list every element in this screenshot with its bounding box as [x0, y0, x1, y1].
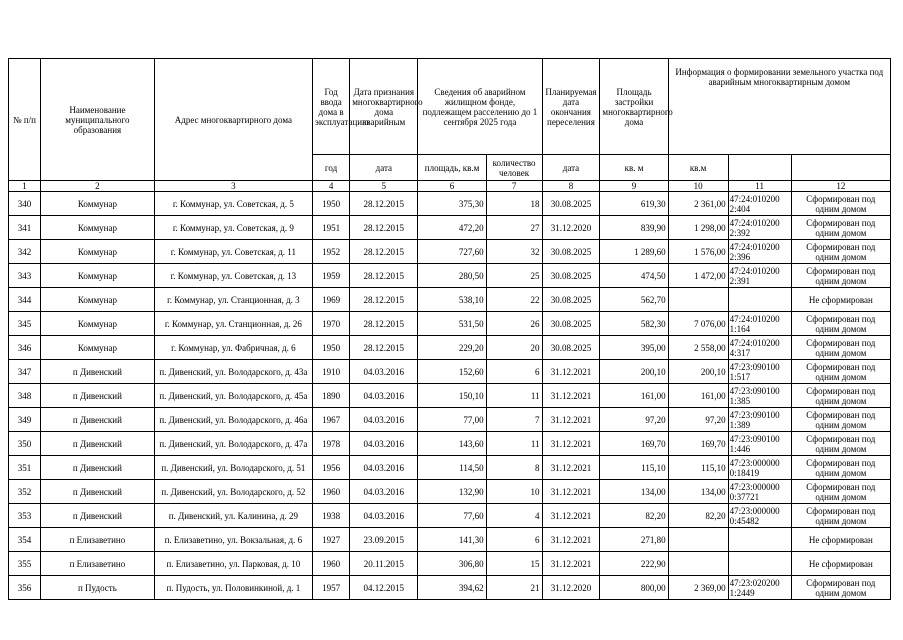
characteristic-cell: Сформирован под одним домом: [791, 192, 890, 216]
land-area-cell: 134,00: [668, 480, 728, 504]
municipality-cell: Коммунар: [41, 192, 155, 216]
address-cell: г. Коммунар, ул. Фабричная, д. 6: [154, 336, 312, 360]
table-row: [9, 288, 891, 312]
cadastral-cell: 47:24:010200 2:404: [728, 192, 791, 216]
building-area-cell: 134,00: [600, 480, 668, 504]
municipality-cell: п Дивенский: [41, 384, 155, 408]
building-area-cell: 271,80: [600, 528, 668, 552]
building-area-cell: 115,10: [600, 456, 668, 480]
table-row: [9, 240, 891, 264]
row-number: 354: [9, 528, 41, 552]
area-cell: 132,90: [418, 480, 486, 504]
people-cell: 6: [486, 360, 542, 384]
address-cell: п. Елизаветино, ул. Вокзальная, д. 6: [154, 528, 312, 552]
characteristic-cell: Сформирован под одним домом: [791, 456, 890, 480]
characteristic-cell: Не сформирован: [791, 288, 890, 312]
header-row: [9, 59, 891, 155]
cadastral-cell: 47:24:010200 2:391: [728, 264, 791, 288]
characteristic-cell: Сформирован под одним домом: [791, 504, 890, 528]
year-cell: 1951: [312, 216, 349, 240]
cadastral-cell: [728, 552, 791, 576]
row-number: 346: [9, 336, 41, 360]
col-number: 7: [486, 181, 542, 192]
emergency-date-cell: 28.12.2015: [350, 264, 418, 288]
planned-end-cell: 31.12.2021: [542, 384, 600, 408]
planned-end-cell: 30.08.2025: [542, 288, 600, 312]
area-cell: 229,20: [418, 336, 486, 360]
building-area-cell: 82,20: [600, 504, 668, 528]
planned-end-cell: 31.12.2021: [542, 408, 600, 432]
year-cell: 1960: [312, 480, 349, 504]
year-cell: 1952: [312, 240, 349, 264]
header-emergency-fund: Сведения об аварийном жилищном фонде, подлежащем расселению до 1 сентября 2025 года: [418, 59, 542, 155]
cadastral-cell: 47:24:010200 2:396: [728, 240, 791, 264]
land-area-cell: 7 076,00: [668, 312, 728, 336]
table-row: [9, 312, 891, 336]
header-land-info: Информация о формировании земельного участка под аварийным многоквартирным домом: [668, 59, 890, 155]
cadastral-cell: 47:24:010200 4:317: [728, 336, 791, 360]
row-number: 352: [9, 480, 41, 504]
land-area-cell: 82,20: [668, 504, 728, 528]
emergency-date-cell: 04.03.2016: [350, 504, 418, 528]
address-cell: п. Дивенский, ул. Володарского, д. 51: [154, 456, 312, 480]
table-row: [9, 456, 891, 480]
unit-year: год: [312, 155, 349, 181]
municipality-cell: п Дивенский: [41, 360, 155, 384]
unit-date2: дата: [542, 155, 600, 181]
building-area-cell: 200,10: [600, 360, 668, 384]
people-cell: 6: [486, 528, 542, 552]
planned-end-cell: 30.08.2025: [542, 240, 600, 264]
unit-sqm: кв. м: [600, 155, 668, 181]
planned-end-cell: 30.08.2025: [542, 312, 600, 336]
people-cell: 4: [486, 504, 542, 528]
area-cell: 727,60: [418, 240, 486, 264]
building-area-cell: 97,20: [600, 408, 668, 432]
cadastral-cell: 47:23:090100 1:385: [728, 384, 791, 408]
row-number: 347: [9, 360, 41, 384]
document-page: [8, 58, 891, 600]
year-cell: 1967: [312, 408, 349, 432]
area-cell: 394,62: [418, 576, 486, 600]
area-cell: 306,80: [418, 552, 486, 576]
address-cell: п. Елизаветино, ул. Парковая, д. 10: [154, 552, 312, 576]
planned-end-cell: 31.12.2021: [542, 504, 600, 528]
row-number: 348: [9, 384, 41, 408]
characteristic-cell: Сформирован под одним домом: [791, 336, 890, 360]
row-number: 345: [9, 312, 41, 336]
characteristic-cell: Сформирован под одним домом: [791, 432, 890, 456]
area-cell: 77,00: [418, 408, 486, 432]
emergency-date-cell: 04.03.2016: [350, 456, 418, 480]
land-area-cell: 161,00: [668, 384, 728, 408]
unit-sqm2: кв.м: [668, 155, 728, 181]
year-cell: 1890: [312, 384, 349, 408]
municipality-cell: п Дивенский: [41, 408, 155, 432]
people-cell: 27: [486, 216, 542, 240]
row-number: 342: [9, 240, 41, 264]
emergency-date-cell: 28.12.2015: [350, 192, 418, 216]
table-row: [9, 264, 891, 288]
municipality-cell: Коммунар: [41, 288, 155, 312]
table-row: [9, 408, 891, 432]
characteristic-cell: Сформирован под одним домом: [791, 312, 890, 336]
emergency-housing-table: [8, 58, 891, 600]
row-number: 353: [9, 504, 41, 528]
municipality-cell: п Дивенский: [41, 480, 155, 504]
area-cell: 538,10: [418, 288, 486, 312]
unit-people: количество человек: [486, 155, 542, 181]
address-cell: г. Коммунар, ул. Станционная, д. 26: [154, 312, 312, 336]
characteristic-cell: Сформирован под одним домом: [791, 480, 890, 504]
year-cell: 1950: [312, 192, 349, 216]
unit-area: площадь, кв.м: [418, 155, 486, 181]
table-body: [9, 192, 891, 600]
row-number: 349: [9, 408, 41, 432]
land-area-cell: 200,10: [668, 360, 728, 384]
emergency-date-cell: 23.09.2015: [350, 528, 418, 552]
header-year-built: Год ввода дома в эксплуатацию: [312, 59, 349, 155]
people-cell: 15: [486, 552, 542, 576]
municipality-cell: Коммунар: [41, 312, 155, 336]
planned-end-cell: 30.08.2025: [542, 264, 600, 288]
address-cell: п. Дивенский, ул. Володарского, д. 43а: [154, 360, 312, 384]
year-cell: 1959: [312, 264, 349, 288]
land-area-cell: [668, 288, 728, 312]
planned-end-cell: 31.12.2021: [542, 456, 600, 480]
table-row: [9, 384, 891, 408]
address-cell: г. Коммунар, ул. Советская, д. 9: [154, 216, 312, 240]
characteristic-cell: Сформирован под одним домом: [791, 576, 890, 600]
people-cell: 11: [486, 432, 542, 456]
planned-end-cell: 31.12.2021: [542, 480, 600, 504]
municipality-cell: п Дивенский: [41, 504, 155, 528]
emergency-date-cell: 28.12.2015: [350, 216, 418, 240]
year-cell: 1950: [312, 336, 349, 360]
land-area-cell: 169,70: [668, 432, 728, 456]
municipality-cell: п Елизаветино: [41, 552, 155, 576]
row-number: 350: [9, 432, 41, 456]
planned-end-cell: 31.12.2020: [542, 576, 600, 600]
planned-end-cell: 31.12.2021: [542, 432, 600, 456]
table-row: [9, 552, 891, 576]
col-number: 4: [312, 181, 349, 192]
land-area-cell: 2 369,00: [668, 576, 728, 600]
cadastral-cell: 47:23:090100 1:389: [728, 408, 791, 432]
characteristic-cell: Сформирован под одним домом: [791, 408, 890, 432]
people-cell: 8: [486, 456, 542, 480]
year-cell: 1960: [312, 552, 349, 576]
people-cell: 22: [486, 288, 542, 312]
cadastral-cell: 47:23:090100 1:517: [728, 360, 791, 384]
spacer-cell: [728, 155, 791, 181]
characteristic-cell: Сформирован под одним домом: [791, 360, 890, 384]
row-number: 343: [9, 264, 41, 288]
address-cell: п. Пудость, ул. Половинкиной, д. 1: [154, 576, 312, 600]
building-area-cell: 222,90: [600, 552, 668, 576]
people-cell: 18: [486, 192, 542, 216]
building-area-cell: 582,30: [600, 312, 668, 336]
year-cell: 1970: [312, 312, 349, 336]
people-cell: 21: [486, 576, 542, 600]
building-area-cell: 395,00: [600, 336, 668, 360]
people-cell: 25: [486, 264, 542, 288]
col-number: 11: [728, 181, 791, 192]
area-cell: 143,60: [418, 432, 486, 456]
year-cell: 1956: [312, 456, 349, 480]
planned-end-cell: 30.08.2025: [542, 336, 600, 360]
municipality-cell: Коммунар: [41, 216, 155, 240]
emergency-date-cell: 04.03.2016: [350, 384, 418, 408]
col-number: 8: [542, 181, 600, 192]
building-area-cell: 161,00: [600, 384, 668, 408]
building-area-cell: 474,50: [600, 264, 668, 288]
planned-end-cell: 30.08.2025: [542, 192, 600, 216]
col-number: 3: [154, 181, 312, 192]
municipality-cell: п Елизаветино: [41, 528, 155, 552]
area-cell: 472,20: [418, 216, 486, 240]
cadastral-cell: 47:23:000000 0:45482: [728, 504, 791, 528]
col-number: 5: [350, 181, 418, 192]
address-cell: г. Коммунар, ул. Советская, д. 5: [154, 192, 312, 216]
municipality-cell: Коммунар: [41, 240, 155, 264]
land-area-cell: 1 576,00: [668, 240, 728, 264]
address-cell: п. Дивенский, ул. Володарского, д. 46а: [154, 408, 312, 432]
header-planned-end: Планируемая дата окончания переселения: [542, 59, 600, 155]
col-number: 12: [791, 181, 890, 192]
land-area-cell: 2 361,00: [668, 192, 728, 216]
year-cell: 1978: [312, 432, 349, 456]
municipality-cell: Коммунар: [41, 336, 155, 360]
planned-end-cell: 31.12.2021: [542, 360, 600, 384]
people-cell: 10: [486, 480, 542, 504]
people-cell: 26: [486, 312, 542, 336]
emergency-date-cell: 04.03.2016: [350, 480, 418, 504]
header-municipality: Наименование муниципального образования: [41, 59, 155, 181]
col-number: 9: [600, 181, 668, 192]
area-cell: 77,60: [418, 504, 486, 528]
emergency-date-cell: 28.12.2015: [350, 288, 418, 312]
planned-end-cell: 31.12.2020: [542, 216, 600, 240]
land-area-cell: [668, 528, 728, 552]
municipality-cell: п Пудость: [41, 576, 155, 600]
emergency-date-cell: 28.12.2015: [350, 336, 418, 360]
planned-end-cell: 31.12.2021: [542, 552, 600, 576]
row-number: 340: [9, 192, 41, 216]
row-number: 341: [9, 216, 41, 240]
land-area-cell: 1 472,00: [668, 264, 728, 288]
year-cell: 1969: [312, 288, 349, 312]
address-cell: г. Коммунар, ул. Советская, д. 13: [154, 264, 312, 288]
area-cell: 531,50: [418, 312, 486, 336]
municipality-cell: Коммунар: [41, 264, 155, 288]
emergency-date-cell: 04.03.2016: [350, 360, 418, 384]
year-cell: 1910: [312, 360, 349, 384]
address-cell: п. Дивенский, ул. Володарского, д. 52: [154, 480, 312, 504]
col-number: 6: [418, 181, 486, 192]
building-area-cell: 839,90: [600, 216, 668, 240]
planned-end-cell: 31.12.2021: [542, 528, 600, 552]
land-area-cell: 97,20: [668, 408, 728, 432]
cadastral-cell: [728, 528, 791, 552]
land-area-cell: 1 298,00: [668, 216, 728, 240]
table-row: [9, 528, 891, 552]
table-row: [9, 192, 891, 216]
people-cell: 20: [486, 336, 542, 360]
cadastral-cell: 47:23:000000 0:37721: [728, 480, 791, 504]
header-emergency-date: Дата признания многоквартирного дома аварийным: [350, 59, 418, 155]
cadastral-cell: 47:24:010200 2:392: [728, 216, 791, 240]
col-number: 2: [41, 181, 155, 192]
cadastral-cell: 47:23:020200 1:2449: [728, 576, 791, 600]
row-number: 344: [9, 288, 41, 312]
building-area-cell: 1 289,60: [600, 240, 668, 264]
table-row: [9, 432, 891, 456]
cadastral-cell: 47:24:010200 1:164: [728, 312, 791, 336]
area-cell: 150,10: [418, 384, 486, 408]
characteristic-cell: Не сформирован: [791, 552, 890, 576]
year-cell: 1927: [312, 528, 349, 552]
people-cell: 7: [486, 408, 542, 432]
address-cell: п. Дивенский, ул. Калинина, д. 29: [154, 504, 312, 528]
address-cell: п. Дивенский, ул. Володарского, д. 45а: [154, 384, 312, 408]
building-area-cell: 800,00: [600, 576, 668, 600]
emergency-date-cell: 28.12.2015: [350, 240, 418, 264]
row-number: 355: [9, 552, 41, 576]
area-cell: 280,50: [418, 264, 486, 288]
row-number: 351: [9, 456, 41, 480]
col-number: 10: [668, 181, 728, 192]
characteristic-cell: Сформирован под одним домом: [791, 264, 890, 288]
address-cell: г. Коммунар, ул. Станционная, д. 3: [154, 288, 312, 312]
table-row: [9, 480, 891, 504]
table-row: [9, 216, 891, 240]
cadastral-cell: 47:23:090100 1:446: [728, 432, 791, 456]
header-building-area: Площадь застройки многоквартирного дома: [600, 59, 668, 155]
row-number: 356: [9, 576, 41, 600]
municipality-cell: п Дивенский: [41, 432, 155, 456]
building-area-cell: 169,70: [600, 432, 668, 456]
area-cell: 375,30: [418, 192, 486, 216]
characteristic-cell: Сформирован под одним домом: [791, 384, 890, 408]
characteristic-cell: Сформирован под одним домом: [791, 216, 890, 240]
emergency-date-cell: 20.11.2015: [350, 552, 418, 576]
land-area-cell: 115,10: [668, 456, 728, 480]
emergency-date-cell: 28.12.2015: [350, 312, 418, 336]
unit-date: дата: [350, 155, 418, 181]
table-row: [9, 576, 891, 600]
characteristic-cell: Не сформирован: [791, 528, 890, 552]
people-cell: 11: [486, 384, 542, 408]
emergency-date-cell: 04.03.2016: [350, 408, 418, 432]
spacer-cell: [791, 155, 890, 181]
table-row: [9, 336, 891, 360]
area-cell: 141,30: [418, 528, 486, 552]
people-cell: 32: [486, 240, 542, 264]
emergency-date-cell: 04.12.2015: [350, 576, 418, 600]
municipality-cell: п Дивенский: [41, 456, 155, 480]
area-cell: 114,50: [418, 456, 486, 480]
header-num: № п/п: [9, 59, 41, 181]
header-address: Адрес многоквартирного дома: [154, 59, 312, 181]
building-area-cell: 619,30: [600, 192, 668, 216]
cadastral-cell: [728, 288, 791, 312]
emergency-date-cell: 04.03.2016: [350, 432, 418, 456]
area-cell: 152,60: [418, 360, 486, 384]
year-cell: 1938: [312, 504, 349, 528]
address-cell: п. Дивенский, ул. Володарского, д. 47а: [154, 432, 312, 456]
column-numbers-row: [9, 181, 891, 192]
cadastral-cell: 47:23:000000 0:18419: [728, 456, 791, 480]
characteristic-cell: Сформирован под одним домом: [791, 240, 890, 264]
year-cell: 1957: [312, 576, 349, 600]
table-row: [9, 360, 891, 384]
land-area-cell: [668, 552, 728, 576]
building-area-cell: 562,70: [600, 288, 668, 312]
address-cell: г. Коммунар, ул. Советская, д. 11: [154, 240, 312, 264]
table-row: [9, 504, 891, 528]
land-area-cell: 2 558,00: [668, 336, 728, 360]
col-number: 1: [9, 181, 41, 192]
